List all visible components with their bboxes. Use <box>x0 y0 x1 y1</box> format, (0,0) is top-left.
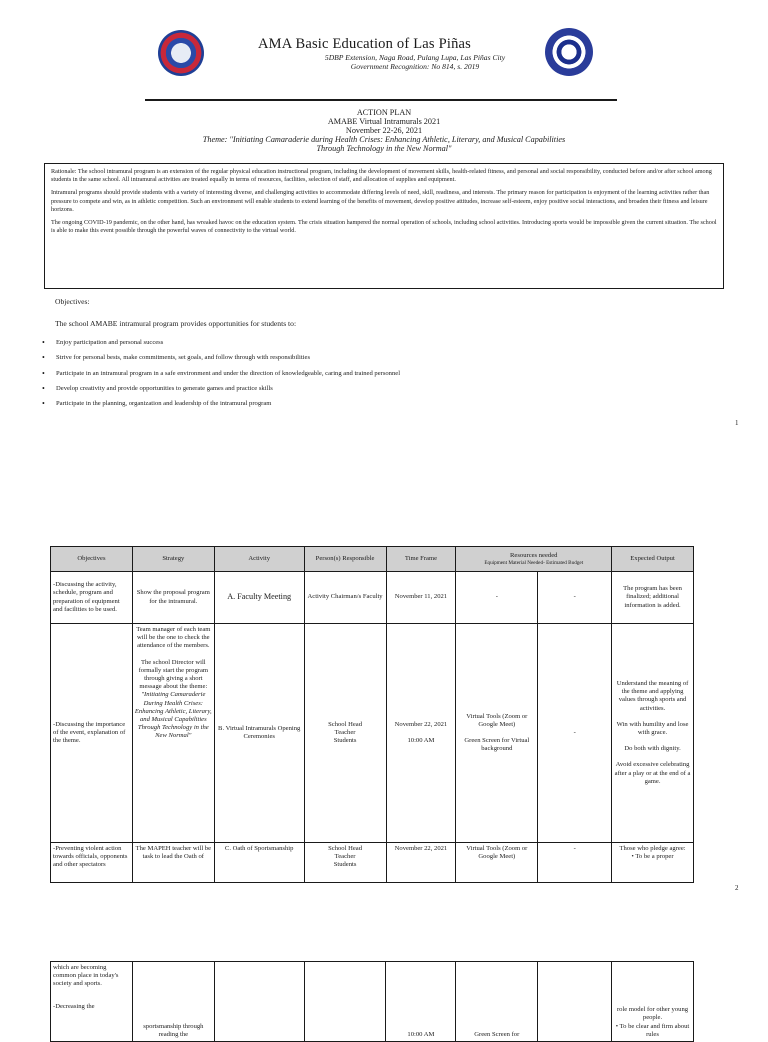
objectives-heading: Objectives: <box>55 297 90 306</box>
time-date: November 22, 2021 <box>394 720 448 728</box>
school-address <box>285 53 545 72</box>
page-number: 1 <box>735 419 739 427</box>
table-header-row <box>51 547 694 572</box>
header-activity: Activity <box>214 547 304 572</box>
person-line: Teacher <box>334 853 356 861</box>
cell-equipment: - <box>456 572 538 624</box>
person-line: Students <box>333 737 357 745</box>
recognition-line: Government Recognition: No 814, s. 2019 <box>350 62 480 72</box>
rationale-paragraph: Intramural programs should provide students with a variety of interesting diverse, and challenging activities to accommodate differing levels of need, skill, readiness, and interests. The primary reason for participation is enjoyment of the learning activities rather than pressure to compete and win, as in athletic competition. Such an environment will enable students to extend learning of the benefits of movement, develop positive attitudes, increase self-esteem, enjoy positive social interactions, and broaden their fitness and leisure horizons. <box>51 189 710 213</box>
cell-objectives: -Discussing the activity, schedule, program and preparation of equipment and facilities to be used. <box>51 572 133 624</box>
header-divider <box>145 99 617 101</box>
header-time: Time Frame <box>386 547 456 572</box>
output-line: • To be a proper <box>631 853 674 861</box>
title-block <box>100 108 668 153</box>
cell-objectives: -Discussing the importance of the event, explanation of the theme. <box>51 624 133 843</box>
cell-strategy: sportsmanship through reading the <box>132 962 214 1042</box>
objective-line: which are becoming common place in today's society and sports. <box>53 964 119 988</box>
objective-item: • Participate in an intramural program in a safe environment and under the direction of knowledgeable, caring and trained personnel <box>30 370 400 385</box>
objective-item: • Develop creativity and provide opportunities to generate games and practice skills <box>30 385 400 400</box>
cell-objectives: -Preventing violent action towards officials, opponents and other spectators <box>51 843 133 883</box>
cell-output <box>612 624 694 843</box>
output-line: Understand the meaning of the theme and applying values through sports and activities. <box>616 679 689 712</box>
header-objectives: Objectives <box>51 547 133 572</box>
theme-line-2: Through Technology in the New Normal" <box>316 144 452 153</box>
rationale-paragraph: The ongoing COVID-19 pandemic, on the other hand, has wreaked havoc on the education system. The crisis situation hampered the normal operation of schools, including school activities. Introducing sports would be impossible given the current situation. The school is able to make this event possible through the powerful waves of connectivity to the virtual world. <box>51 219 717 235</box>
cell-time: 10:00 AM <box>386 962 456 1042</box>
cell-person <box>304 624 386 843</box>
cell-time: November 22, 2021 <box>386 843 456 883</box>
table-row <box>51 624 694 843</box>
cell-time <box>386 624 456 843</box>
header-resources <box>456 547 612 572</box>
person-line: School Head <box>328 845 362 852</box>
cell-person <box>304 843 386 883</box>
strategy-text: Team manager of each team will be the one to check the attendance of the members. <box>136 626 211 650</box>
cell-person <box>304 962 386 1042</box>
action-plan-table-continued <box>50 961 694 1042</box>
cell-time: November 11, 2021 <box>386 572 456 624</box>
table-row <box>51 572 694 624</box>
resources-sublabel: Equipment Material Needed- Estimated Budget <box>484 560 584 567</box>
school-logo <box>158 30 204 76</box>
cell-budget: - <box>538 843 612 883</box>
output-line: role model for other young people. <box>616 1006 689 1022</box>
cell-budget: - <box>538 572 612 624</box>
address-line: 5DBP Extension, Naga Road, Pulang Lupa, Las Piñas City <box>324 53 506 62</box>
cell-strategy: Show the proposal program for the intramural. <box>132 572 214 624</box>
action-plan-table <box>50 546 694 883</box>
time-hour: 10:00 AM <box>407 737 435 744</box>
school-name: AMA Basic Education of Las Piñas <box>258 36 471 52</box>
equipment-line: Green Screen for Virtual background <box>464 737 530 753</box>
objective-item: • Enjoy participation and personal success <box>30 339 400 354</box>
cell-person: Activity Chairman/s Faculty <box>304 572 386 624</box>
strategy-text: The school Director will formally start the program through giving a short message about the theme: <box>138 658 209 691</box>
objective-line: -Decreasing the <box>53 1002 95 1010</box>
cell-activity <box>214 962 304 1042</box>
cell-activity: A. Faculty Meeting <box>214 572 304 624</box>
cell-equipment: Virtual Tools (Zoom or Google Meet) <box>456 843 538 883</box>
cell-output <box>612 962 694 1042</box>
header-person: Person(s) Responsible <box>304 547 386 572</box>
cell-strategy <box>132 624 214 843</box>
doc-title: ACTION PLAN <box>356 108 412 117</box>
objective-item: • Participate in the planning, organization and leadership of the intramural program <box>30 400 400 415</box>
rationale-box <box>44 163 724 289</box>
page-number: 2 <box>735 884 739 892</box>
output-line: Win with humility and lose with grace. <box>616 720 689 736</box>
deped-seal <box>545 28 593 76</box>
output-line: • To be clear and firm about rules <box>615 1022 690 1038</box>
theme-line-1: Theme: "Initiating Camaraderie during Health Crises: Enhancing Athletic, Literary, and Musical Capabilities <box>202 135 566 144</box>
header-strategy: Strategy <box>132 547 214 572</box>
cell-output <box>612 843 694 883</box>
theme-quote: "Initiating Camaraderie During Health Crises: Enhancing Athletic, Literary, and Musical Capabilities Through Technology in the New Normal" <box>134 691 212 740</box>
equipment-line: Virtual Tools (Zoom or Google Meet) <box>466 712 528 728</box>
output-line: Those who pledge agree: <box>619 845 686 852</box>
cell-budget: - <box>538 624 612 843</box>
table-row <box>51 843 694 883</box>
table-row <box>51 962 694 1042</box>
objectives-list <box>30 339 400 415</box>
rationale-paragraph: Rationale: The school intramural program is an extension of the regular physical education instructional program, including the development of movement skills, health-related fitness, and personal and social responsibility, conducted before and/or after school among students in the same school. All intramural activities are treated equally in terms of resources, facilities, selection of staff, and allocation of supplies and equipment. <box>51 168 712 184</box>
output-line: Do both with dignity. <box>624 745 681 753</box>
person-line: Students <box>333 861 357 869</box>
cell-budget <box>538 962 612 1042</box>
objectives-intro: The school AMABE intramural program provides opportunities for students to: <box>55 319 297 328</box>
cell-output: The program has been finalized; additional information is added. <box>612 572 694 624</box>
cell-objectives <box>51 962 133 1042</box>
event-name: AMABE Virtual Intramurals 2021 <box>327 117 441 126</box>
cell-strategy: The MAPEH teacher will be task to lead the Oath of <box>132 843 214 883</box>
header-output: Expected Output <box>612 547 694 572</box>
cell-activity: B. Virtual Intramurals Opening Ceremonies <box>214 624 304 843</box>
objective-item: • Strive for personal bests, make commitments, set goals, and follow through with responsibilities <box>30 354 400 369</box>
output-line: Avoid excessive celebrating after a play or at the end of a game. <box>614 761 691 785</box>
cell-equipment: Green Screen for <box>456 962 538 1042</box>
cell-equipment <box>456 624 538 843</box>
cell-activity: C. Oath of Sportsmanship <box>214 843 304 883</box>
resources-label: Resources needed <box>510 551 558 559</box>
person-line: School Head <box>328 720 362 728</box>
person-line: Teacher <box>334 728 356 736</box>
event-dates: November 22-26, 2021 <box>345 126 423 135</box>
